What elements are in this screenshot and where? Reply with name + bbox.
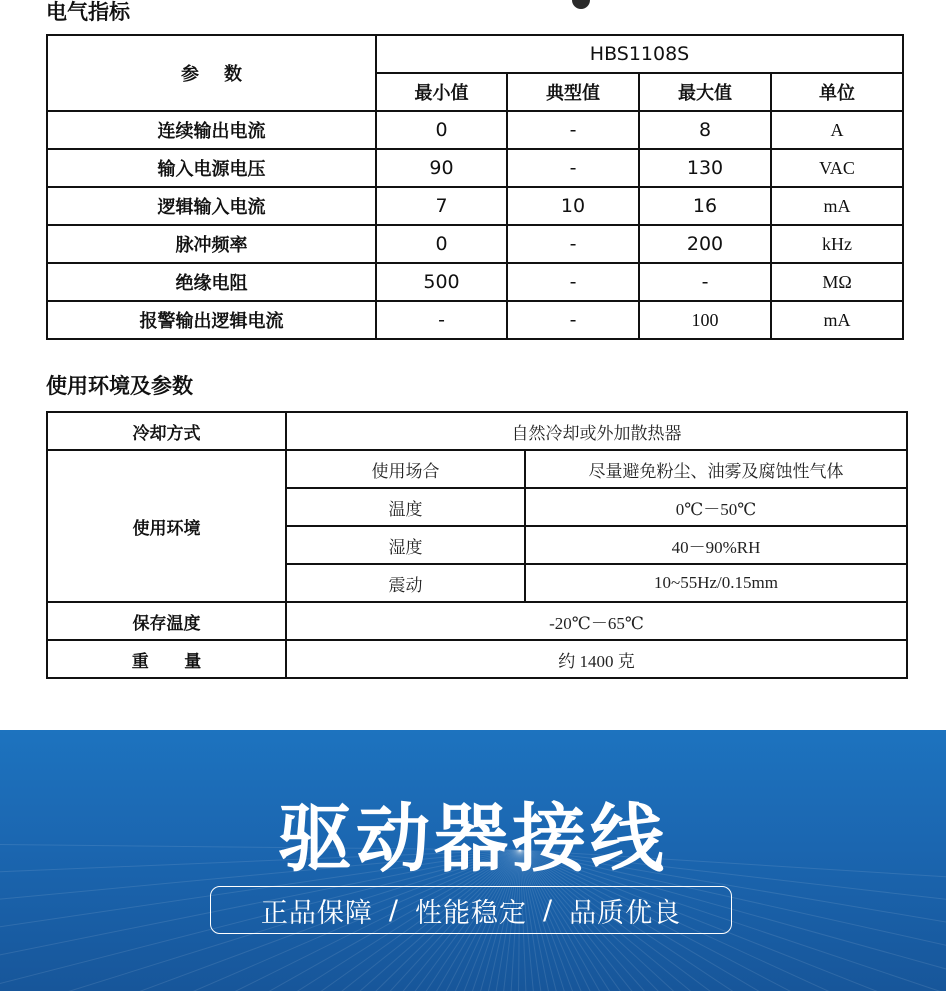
unit-cell: mA [771,301,903,339]
tag-separator: / [388,894,399,926]
typ-cell: 10 [507,187,639,225]
electrical-specs-table [46,34,904,340]
min-cell: 500 [376,263,507,301]
tag-separator: / [543,894,554,926]
table-row [47,225,903,263]
row-label: 脉冲频率 [47,225,376,263]
typ-header: 典型值 [507,73,639,111]
cooling-value: 自然冷却或外加散热器 [286,412,907,450]
model-header: HBS1108S [376,35,903,73]
min-header: 最小值 [376,73,507,111]
min-cell: 7 [376,187,507,225]
banner-title: 驱动器接线 [278,796,668,882]
min-cell: - [376,301,507,339]
env-item-value: 0℃－50℃ [525,488,907,526]
unit-cell: kHz [771,225,903,263]
max-cell: 8 [639,111,771,149]
typ-cell: - [507,149,639,187]
table-row [47,187,903,225]
tag-genuine: 正品保障 [260,897,373,929]
storage-value: -20℃－65℃ [286,602,907,640]
max-cell: 130 [639,149,771,187]
row-label: 报警输出逻辑电流 [47,301,376,339]
unit-cell: A [771,111,903,149]
table-row [47,602,907,640]
typ-cell: - [507,301,639,339]
env-item-value: 40－90%RH [525,526,907,564]
min-cell: 0 [376,111,507,149]
env-item-value: 尽量避免粉尘、油雾及腐蚀性气体 [525,450,907,488]
weight-label: 重 量 [47,640,286,678]
table-row [47,450,907,488]
min-cell: 90 [376,149,507,187]
row-label: 逻辑输入电流 [47,187,376,225]
environment-specs-table [46,411,908,679]
table-row [47,640,907,678]
row-label: 连续输出电流 [47,111,376,149]
table-row [47,111,903,149]
typ-cell: - [507,263,639,301]
tag-quality: 品质优良 [569,897,682,929]
param-header: 参 数 [47,35,376,111]
table-row [47,263,903,301]
electrical-specs-title: 电气指标 [46,0,130,24]
max-cell: 100 [639,301,771,339]
env-item-name: 震动 [286,564,525,602]
table-row [47,301,903,339]
row-label: 输入电源电压 [47,149,376,187]
max-cell: 16 [639,187,771,225]
tag-stable: 性能稳定 [415,897,527,929]
weight-value: 约 1400 克 [286,640,907,678]
tagline-box [210,886,732,934]
env-item-name: 使用场合 [286,450,525,488]
env-item-value: 10~55Hz/0.15mm [525,564,907,602]
environment-specs-title: 使用环境及参数 [46,374,193,398]
env-item-name: 湿度 [286,526,525,564]
env-item-name: 温度 [286,488,525,526]
typ-cell: - [507,111,639,149]
storage-label: 保存温度 [47,602,286,640]
typ-cell: - [507,225,639,263]
max-header: 最大值 [639,73,771,111]
unit-cell: mA [771,187,903,225]
environment-label: 使用环境 [47,450,286,602]
table-row [47,149,903,187]
wiring-banner [0,730,946,991]
unit-cell: MΩ [771,263,903,301]
unit-header: 单位 [771,73,903,111]
max-cell: 200 [639,225,771,263]
decorative-dot [572,0,590,9]
table-row [47,412,907,450]
max-cell: - [639,263,771,301]
cooling-label: 冷却方式 [47,412,286,450]
unit-cell: VAC [771,149,903,187]
row-label: 绝缘电阻 [47,263,376,301]
min-cell: 0 [376,225,507,263]
